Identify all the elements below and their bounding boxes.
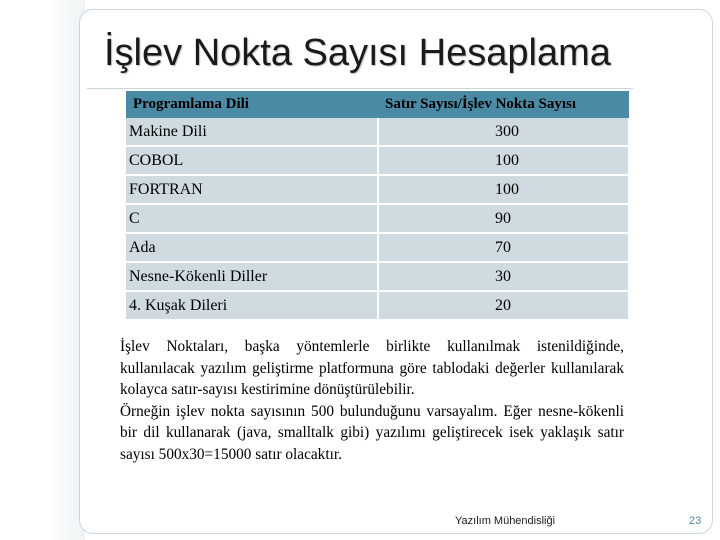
table-cell-ratio: 20 (378, 291, 629, 320)
language-ratio-table (126, 91, 630, 321)
left-gradient-band (0, 0, 85, 540)
table-cell-ratio: 70 (378, 233, 629, 262)
table-row (126, 175, 629, 204)
table-cell-ratio: 100 (378, 175, 629, 204)
table-cell-language: Ada (126, 233, 378, 262)
table-row (126, 204, 629, 233)
column-header-language: Programlama Dili (126, 91, 378, 118)
table-cell-ratio: 300 (378, 118, 629, 146)
table-cell-language: Makine Dili (126, 118, 378, 146)
table-cell-language: C (126, 204, 378, 233)
explanation-text (120, 336, 624, 465)
paragraph-example: Örneğin işlev nokta sayısının 500 bulunduğunu varsayalım. Eğer nesne-kökenli bir dil kullanarak (java, smalltalk gibi) yazılımı geliştirecek isek yaklaşık satır sayısı 500x30=15000 satır olacaktır. (120, 402, 624, 463)
paragraph-conversion: İşlev Noktaları, başka yöntemlerle birlikte kullanılmak istenildiğinde, kullanılacak yazılım geliştirme platformuna göre tablodaki değerler kullanılarak kolayca satır-sayısı kestirimine dönüştürülebilir. (120, 338, 624, 398)
table-header-row (126, 91, 629, 118)
table-cell-ratio: 30 (378, 262, 629, 291)
table-cell-language: 4. Kuşak Dileri (126, 291, 378, 320)
table-row (126, 262, 629, 291)
table-cell-language: FORTRAN (126, 175, 378, 204)
table-row (126, 291, 629, 320)
table-cell-language: COBOL (126, 146, 378, 175)
table-row (126, 233, 629, 262)
slide-title: İşlev Nokta Sayısı Hesaplama (104, 32, 611, 74)
page-number: 23 (689, 515, 702, 527)
title-divider (87, 88, 633, 89)
table-row (126, 146, 629, 175)
footer-course-name: Yazılım Mühendisliği (455, 515, 556, 527)
table-cell-ratio: 90 (378, 204, 629, 233)
table-row (126, 118, 629, 146)
table-cell-language: Nesne-Kökenli Diller (126, 262, 378, 291)
column-header-ratio: Satır Sayısı/İşlev Nokta Sayısı (378, 91, 629, 118)
table-cell-ratio: 100 (378, 146, 629, 175)
